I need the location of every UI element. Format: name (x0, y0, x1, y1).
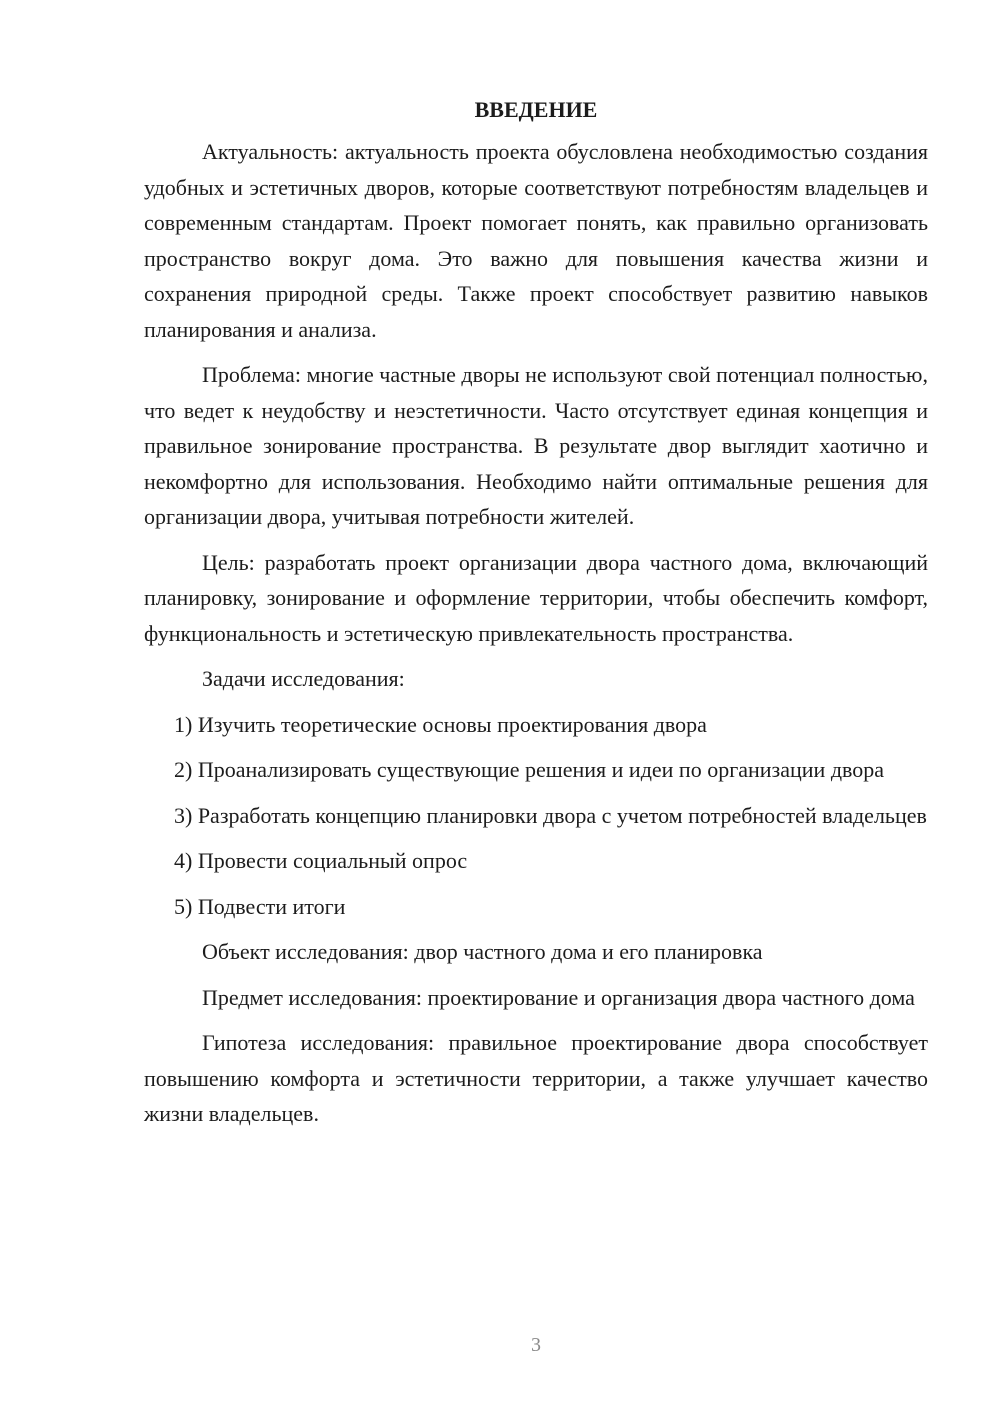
paragraph-relevance: Актуальность: актуальность проекта обусловлена необходимостью создания удобных и эстетичных дворов, которые соответствуют потребностям владельцев и современным стандартам. Проект помогает понять, как правильно организовать пространство вокруг дома. Это важно для повышения качества жизни и сохранения природной среды. Также проект способствует развитию навыков планирования и анализа. (144, 139, 928, 342)
paragraph-problem: Проблема: многие частные дворы не используют свой потенциал полностью, что ведет к неудобству и неэстетичности. Часто отсутствует единая концепция и правильное зонирование пространства. В результате двор выглядит хаотично и некомфортно для использования. Необходимо найти оптимальные решения для организации двора, учитывая потребности жителей. (144, 362, 928, 529)
paragraph-subject: Предмет исследования: проектирование и организация двора частного дома (202, 984, 915, 1010)
paragraph-hypothesis: Гипотеза исследования: правильное проектирование двора способствует повышению комфорта и эстетичности территории, а также улучшает качество жизни владельцев. (144, 1030, 928, 1126)
task-item-3: 3) Разработать концепцию планировки двора с учетом потребностей владельцев (174, 802, 927, 828)
document-page (144, 96, 928, 1142)
page-number: 3 (531, 1334, 541, 1356)
task-item-4: 4) Провести социальный опрос (174, 848, 468, 873)
paragraph-object: Объект исследования: двор частного дома и его планировка (202, 939, 763, 964)
paragraph-goal: Цель: разработать проект организации двора частного дома, включающий планировку, зонирование и оформление территории, чтобы обеспечить комфорт, функциональность и эстетическую привлекательность пространства. (144, 549, 928, 646)
task-item-1: 1) Изучить теоретические основы проектирования двора (174, 711, 707, 737)
task-item-2: 2) Проанализировать существующие решения и идеи по организации двора (174, 757, 885, 782)
task-item-5: 5) Подвести итоги (174, 893, 346, 919)
page-title: ВВЕДЕНИЕ (474, 97, 598, 122)
tasks-heading: Задачи исследования: (202, 666, 405, 691)
